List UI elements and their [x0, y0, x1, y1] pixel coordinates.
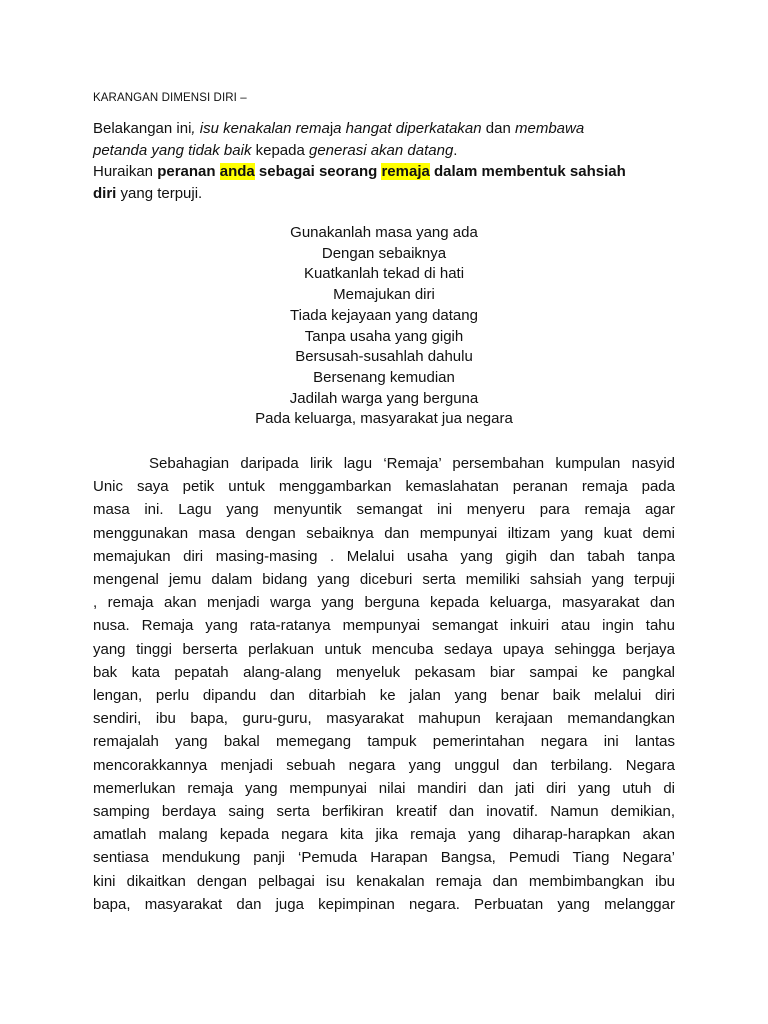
body-line: mengenal jemu dalam bidang yang diceburi serta memiliki sahsiah yang terpuji	[93, 571, 675, 589]
prompt-text: .	[453, 141, 458, 159]
prompt-line-1	[93, 118, 693, 140]
prompt-bold: sebagai seorang	[254, 163, 382, 180]
prompt-line-3	[93, 161, 693, 183]
body-line: kini dikaitkan dengan pelbagai isu kenakalan remaja dan membimbangkan ibu	[93, 872, 675, 890]
prompt-text: kepada	[251, 141, 309, 159]
prompt-italic: petanda yang tidak baik	[93, 141, 252, 159]
prompt-text: Huraikan	[93, 163, 158, 180]
poem-line: Gunakanlah masa yang ada	[290, 224, 478, 241]
body-line: , remaja akan menjadi warga yang berguna kepada keluarga, masyarakat dan	[93, 594, 675, 612]
prompt-line-2	[93, 140, 693, 162]
essay-prompt	[93, 118, 693, 204]
body-line: masa ini. Lagu yang menyuntik semangat ini menyeru para remaja agar	[93, 501, 675, 519]
body-line: mencorakkannya menjadi sebuah negara yang unggul dan terbilang. Negara	[93, 756, 675, 774]
essay-heading: KARANGAN DIMENSI DIRI –	[93, 92, 247, 104]
prompt-bold: dalam membentuk sahsiah	[429, 163, 626, 180]
body-line: sentiasa mendukung panji ‘Pemuda Harapan Bangsa, Pemudi Tiang Negara’	[93, 849, 675, 867]
body-line: bak kata pepatah alang-alang menyeluk pekasam biar sampai ke pangkal	[93, 663, 675, 681]
body-line: memajukan diri masing-masing . Melalui usaha yang gigih dan tabah tanpa	[93, 547, 675, 565]
body-line: remajalah yang bakal memegang tampuk pemerintahan negara ini lantas	[93, 733, 675, 751]
poem-line: Bersenang kemudian	[313, 368, 455, 386]
prompt-italic: a hangat diperkatakan	[333, 120, 482, 137]
prompt-text: j	[329, 120, 334, 137]
prompt-bold: peranan	[157, 163, 216, 180]
highlighted-word: remaja	[381, 163, 430, 180]
body-line: yang tinggi berserta perlakuan untuk mencuba sedaya upaya sehingga berjaya	[93, 640, 675, 658]
highlighted-word: anda	[219, 163, 255, 180]
poem-lyrics	[0, 223, 768, 430]
body-line: bapa, masyarakat dan juga kepimpinan negara. Perbuatan yang melanggar	[93, 895, 675, 913]
poem-line: Bersusah-susahlah dahulu	[295, 348, 473, 366]
body-line: menggunakan masa dengan sebaiknya dan mempunyai iltizam yang kuat demi	[93, 524, 675, 542]
prompt-text: Belakangan ini	[93, 120, 192, 137]
poem-line: Jadilah warga yang berguna	[289, 389, 479, 407]
poem-line: Tiada kejayaan yang datang	[290, 306, 478, 324]
body-line: memerlukan remaja yang mempunyai nilai mandiri dan jati diri yang utuh di	[93, 779, 675, 797]
prompt-italic: generasi akan datang	[309, 141, 454, 159]
prompt-italic: , isu kenakalan rema	[191, 120, 330, 137]
poem-line: Dengan sebaiknya	[321, 244, 447, 262]
poem-line: Tanpa usaha yang gigih	[304, 327, 464, 345]
poem-line: Pada keluarga, masyarakat jua negara	[255, 410, 513, 428]
body-line: Sebahagian daripada lirik lagu ‘Remaja’ persembahan kumpulan nasyid	[149, 455, 675, 472]
prompt-italic: membawa	[515, 120, 585, 137]
essay-body-paragraph	[93, 452, 675, 916]
poem-line: Kuatkanlah tekad di hati	[303, 265, 465, 283]
body-line: amatlah malang kepada negara kita jika remaja yang diharap-harapkan akan	[93, 826, 675, 844]
prompt-text: yang terpuji.	[116, 184, 203, 202]
body-line: nusa. Remaja yang rata-ratanya mempunyai semangat inkuiri atau ingin tahu	[93, 617, 675, 635]
prompt-bold: diri	[93, 184, 117, 202]
prompt-text: dan	[481, 120, 515, 137]
body-line: Unic saya petik untuk menggambarkan kemaslahatan peranan remaja pada	[93, 478, 675, 496]
poem-line: Memajukan diri	[333, 286, 435, 304]
body-line: lengan, perlu dipandu dan ditarbiah ke jalan yang benar baik melalui diri	[93, 687, 675, 705]
body-line: samping berdaya saing serta berfikiran kreatif dan inovatif. Namun demikian,	[93, 803, 675, 821]
body-line: sendiri, ibu bapa, guru-guru, masyarakat mahupun kerajaan memandangkan	[93, 710, 675, 728]
prompt-line-4	[93, 183, 693, 205]
